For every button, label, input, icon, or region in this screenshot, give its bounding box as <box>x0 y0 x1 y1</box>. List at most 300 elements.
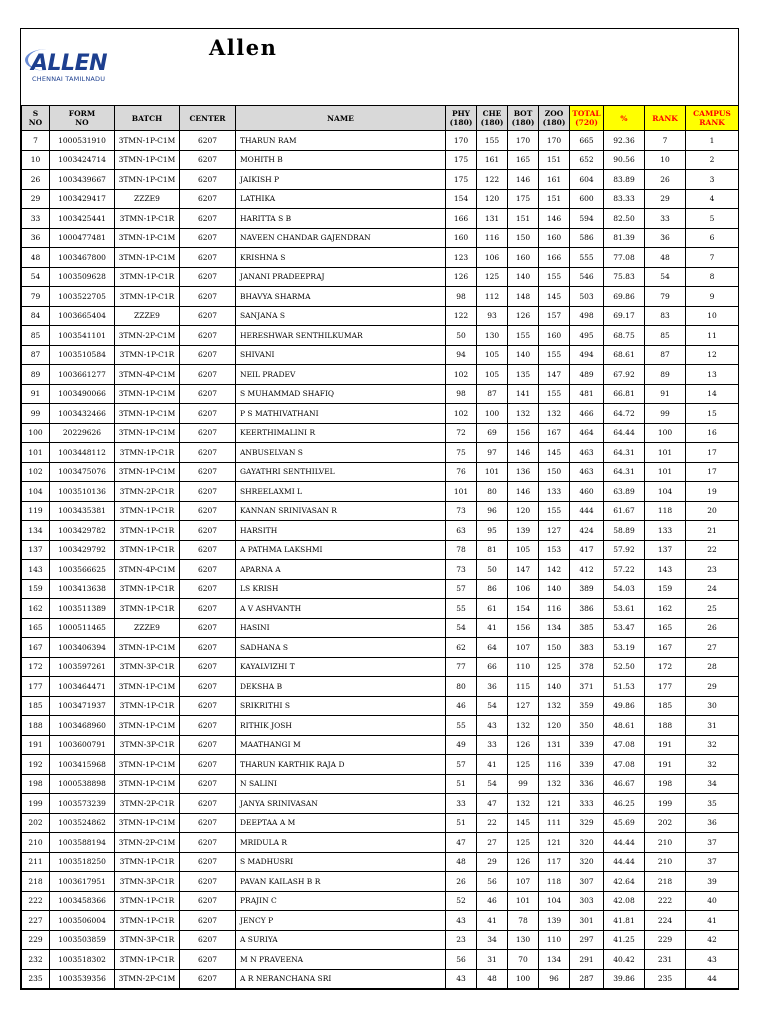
table-cell: 3TMN-1P-C1M <box>115 131 180 151</box>
table-cell: 3TMN-2P-C1M <box>115 326 180 346</box>
table-cell: 6207 <box>180 618 236 638</box>
name-cell: HASINI <box>236 618 446 638</box>
table-cell: 6207 <box>180 326 236 346</box>
table-cell: 6207 <box>180 443 236 463</box>
table-cell: 1000511465 <box>50 618 115 638</box>
table-cell: 141 <box>508 384 539 404</box>
table-cell: 1003573239 <box>50 794 115 814</box>
table-cell: 3TMN-1P-C1R <box>115 696 180 716</box>
table-cell: 3TMN-3P-C1R <box>115 657 180 677</box>
table-cell: 1003435381 <box>50 501 115 521</box>
table-cell: 170 <box>539 131 570 151</box>
table-cell: 229 <box>645 930 686 950</box>
table-row <box>22 326 739 346</box>
table-cell: 489 <box>570 365 604 385</box>
table-cell: 55 <box>446 599 477 619</box>
table-cell: 160 <box>508 248 539 268</box>
table-row <box>22 911 739 931</box>
table-cell: 1003510136 <box>50 482 115 502</box>
name-cell: A PATHMA LAKSHMI <box>236 540 446 560</box>
table-cell: 24 <box>686 579 739 599</box>
table-cell: 41 <box>686 911 739 931</box>
table-cell: 166 <box>446 209 477 229</box>
table-cell: 359 <box>570 696 604 716</box>
table-cell: 145 <box>508 813 539 833</box>
table-row <box>22 852 739 872</box>
table-cell: 137 <box>22 540 50 560</box>
name-cell: SADHANA S <box>236 638 446 658</box>
table-cell: 1003597261 <box>50 657 115 677</box>
table-cell: 371 <box>570 677 604 697</box>
table-cell: 594 <box>570 209 604 229</box>
table-row <box>22 813 739 833</box>
column-header: CAMPUS RANK <box>686 106 739 131</box>
table-cell: 57 <box>446 755 477 775</box>
table-cell: 77.08 <box>604 248 645 268</box>
table-cell: ZZZE9 <box>115 306 180 326</box>
table-cell: 99 <box>508 774 539 794</box>
name-cell: MAATHANGI M <box>236 735 446 755</box>
table-cell: 80 <box>477 482 508 502</box>
name-cell: JANANI PRADEEPRAJ <box>236 267 446 287</box>
table-cell: 291 <box>570 950 604 970</box>
name-cell: S MADHUSRI <box>236 852 446 872</box>
name-cell: SANJANA S <box>236 306 446 326</box>
name-cell: BHAVYA SHARMA <box>236 287 446 307</box>
table-row <box>22 579 739 599</box>
name-cell: JANYA SRINIVASAN <box>236 794 446 814</box>
table-cell: 118 <box>539 872 570 892</box>
table-cell: 127 <box>539 521 570 541</box>
table-cell: 3TMN-1P-C1R <box>115 501 180 521</box>
table-cell: ZZZE9 <box>115 618 180 638</box>
table-cell: 1 <box>686 131 739 151</box>
result-sheet <box>20 28 739 990</box>
table-cell: 54 <box>446 618 477 638</box>
table-cell: 1003448112 <box>50 443 115 463</box>
table-cell: 6207 <box>180 521 236 541</box>
table-cell: 222 <box>22 891 50 911</box>
name-cell: SRIKRITHI S <box>236 696 446 716</box>
table-cell: 73 <box>446 560 477 580</box>
table-cell: 303 <box>570 891 604 911</box>
column-header: ZOO (180) <box>539 106 570 131</box>
name-cell: N SALINI <box>236 774 446 794</box>
table-cell: 80 <box>446 677 477 697</box>
table-cell: 170 <box>446 131 477 151</box>
table-cell: 84 <box>22 306 50 326</box>
table-cell: 131 <box>477 209 508 229</box>
table-cell: 6207 <box>180 150 236 170</box>
table-cell: 15 <box>686 404 739 424</box>
table-cell: 1003471937 <box>50 696 115 716</box>
table-cell: 155 <box>539 345 570 365</box>
name-cell: HARSITH <box>236 521 446 541</box>
table-cell: 63.89 <box>604 482 645 502</box>
table-cell: 297 <box>570 930 604 950</box>
column-header: % <box>604 106 645 131</box>
table-cell: 127 <box>508 696 539 716</box>
table-cell: 1003503859 <box>50 930 115 950</box>
table-row <box>22 677 739 697</box>
name-cell: A V ASHVANTH <box>236 599 446 619</box>
table-cell: 136 <box>508 462 539 482</box>
table-cell: 81.39 <box>604 228 645 248</box>
table-cell: 116 <box>539 755 570 775</box>
page-title: Allen <box>209 35 278 60</box>
table-cell: 17 <box>686 462 739 482</box>
name-cell: APARNA A <box>236 560 446 580</box>
table-row <box>22 150 739 170</box>
table-cell: 78 <box>446 540 477 560</box>
table-cell: 70 <box>508 950 539 970</box>
table-cell: 105 <box>477 345 508 365</box>
table-row <box>22 657 739 677</box>
table-cell: 69.17 <box>604 306 645 326</box>
table-cell: 87 <box>477 384 508 404</box>
table-cell: 170 <box>508 131 539 151</box>
table-cell: 64.44 <box>604 423 645 443</box>
table-cell: 166 <box>539 248 570 268</box>
name-cell: MOHITH B <box>236 150 446 170</box>
table-cell: 54 <box>477 774 508 794</box>
table-cell: 104 <box>22 482 50 502</box>
name-cell: THARUN RAM <box>236 131 446 151</box>
table-cell: 85 <box>22 326 50 346</box>
table-cell: 154 <box>446 189 477 209</box>
table-cell: 329 <box>570 813 604 833</box>
table-cell: 153 <box>539 540 570 560</box>
name-cell: DEEPTAA A M <box>236 813 446 833</box>
table-row <box>22 969 739 989</box>
table-cell: 6207 <box>180 930 236 950</box>
table-cell: 3TMN-1P-C1R <box>115 579 180 599</box>
table-cell: 146 <box>508 170 539 190</box>
table-cell: 202 <box>22 813 50 833</box>
table-cell: 150 <box>508 228 539 248</box>
table-row <box>22 345 739 365</box>
table-cell: 6207 <box>180 911 236 931</box>
table-cell: 46 <box>477 891 508 911</box>
table-cell: 210 <box>645 852 686 872</box>
table-cell: 40.42 <box>604 950 645 970</box>
name-cell: KANNAN SRINIVASAN R <box>236 501 446 521</box>
table-cell: 75 <box>446 443 477 463</box>
table-cell: 3TMN-2P-C1R <box>115 794 180 814</box>
table-body <box>22 131 739 989</box>
table-cell: 1003429417 <box>50 189 115 209</box>
table-cell: 3TMN-2P-C1R <box>115 482 180 502</box>
table-cell: 6 <box>686 228 739 248</box>
table-cell: 160 <box>446 228 477 248</box>
table-cell: 13 <box>686 365 739 385</box>
table-cell: 36 <box>22 228 50 248</box>
table-cell: 39 <box>686 872 739 892</box>
table-cell: 46.67 <box>604 774 645 794</box>
table-cell: 6207 <box>180 599 236 619</box>
table-row <box>22 696 739 716</box>
table-cell: 118 <box>645 501 686 521</box>
table-cell: 101 <box>645 462 686 482</box>
table-cell: 3TMN-1P-C1R <box>115 911 180 931</box>
table-cell: 151 <box>508 209 539 229</box>
table-cell: 3TMN-1P-C1M <box>115 384 180 404</box>
table-cell: 91 <box>22 384 50 404</box>
table-cell: 1003424714 <box>50 150 115 170</box>
table-row <box>22 267 739 287</box>
table-cell: 6207 <box>180 560 236 580</box>
table-cell: 10 <box>686 306 739 326</box>
table-cell: 10 <box>22 150 50 170</box>
table-cell: 122 <box>477 170 508 190</box>
table-cell: 6207 <box>180 579 236 599</box>
name-cell: S MUHAMMAD SHAFIQ <box>236 384 446 404</box>
table-cell: 66.81 <box>604 384 645 404</box>
table-cell: 1003429792 <box>50 540 115 560</box>
table-cell: 211 <box>22 852 50 872</box>
table-cell: 134 <box>539 618 570 638</box>
table-cell: 132 <box>508 404 539 424</box>
table-cell: 161 <box>477 150 508 170</box>
table-cell: 1000538898 <box>50 774 115 794</box>
table-cell: 546 <box>570 267 604 287</box>
name-cell: LS KRISH <box>236 579 446 599</box>
table-cell: 3TMN-1P-C1R <box>115 443 180 463</box>
table-cell: 100 <box>477 404 508 424</box>
table-cell: 22 <box>686 540 739 560</box>
name-cell: ANBUSELVAN S <box>236 443 446 463</box>
table-cell: 98 <box>446 287 477 307</box>
table-cell: 64 <box>477 638 508 658</box>
table-cell: 36 <box>477 677 508 697</box>
table-cell: 1003415968 <box>50 755 115 775</box>
table-cell: 6207 <box>180 755 236 775</box>
table-cell: 301 <box>570 911 604 931</box>
table-cell: 350 <box>570 716 604 736</box>
table-cell: 6207 <box>180 696 236 716</box>
table-cell: 148 <box>508 287 539 307</box>
table-cell: 102 <box>22 462 50 482</box>
name-cell: NEIL PRADEV <box>236 365 446 385</box>
table-cell: 41.81 <box>604 911 645 931</box>
table-cell: 57 <box>446 579 477 599</box>
table-cell: 6207 <box>180 384 236 404</box>
table-cell: 78 <box>508 911 539 931</box>
table-cell: 121 <box>539 833 570 853</box>
table-cell: 1003511389 <box>50 599 115 619</box>
table-cell: 137 <box>645 540 686 560</box>
table-cell: 155 <box>508 326 539 346</box>
table-cell: 177 <box>22 677 50 697</box>
table-cell: 139 <box>539 911 570 931</box>
table-cell: 68.61 <box>604 345 645 365</box>
table-cell: 665 <box>570 131 604 151</box>
table-cell: 229 <box>22 930 50 950</box>
table-cell: 320 <box>570 852 604 872</box>
table-cell: 6207 <box>180 209 236 229</box>
table-cell: 6207 <box>180 462 236 482</box>
table-cell: 132 <box>539 404 570 424</box>
column-header: FORM NO <box>50 106 115 131</box>
table-cell: 320 <box>570 833 604 853</box>
table-cell: 48 <box>22 248 50 268</box>
table-cell: 95 <box>477 521 508 541</box>
table-cell: 27 <box>686 638 739 658</box>
table-cell: 83.89 <box>604 170 645 190</box>
table-cell: 49 <box>446 735 477 755</box>
table-cell: 29 <box>686 677 739 697</box>
table-cell: 175 <box>446 170 477 190</box>
table-cell: 115 <box>508 677 539 697</box>
table-cell: 117 <box>539 852 570 872</box>
table-cell: 1003439667 <box>50 170 115 190</box>
table-cell: 34 <box>686 774 739 794</box>
table-cell: 20 <box>686 501 739 521</box>
table-cell: 1003429782 <box>50 521 115 541</box>
table-cell: 3TMN-1P-C1R <box>115 540 180 560</box>
table-cell: 6207 <box>180 950 236 970</box>
table-cell: 54.03 <box>604 579 645 599</box>
table-cell: 112 <box>477 287 508 307</box>
table-cell: 25 <box>686 599 739 619</box>
table-cell: 175 <box>508 189 539 209</box>
name-cell: PRAJIN C <box>236 891 446 911</box>
table-cell: 54 <box>22 267 50 287</box>
table-cell: 6207 <box>180 287 236 307</box>
table-cell: 333 <box>570 794 604 814</box>
table-cell: 6207 <box>180 969 236 989</box>
table-cell: 3TMN-1P-C1R <box>115 345 180 365</box>
table-cell: 287 <box>570 969 604 989</box>
table-cell: 53.47 <box>604 618 645 638</box>
table-cell: 46.25 <box>604 794 645 814</box>
table-cell: 6207 <box>180 501 236 521</box>
table-cell: 67.92 <box>604 365 645 385</box>
table-row <box>22 209 739 229</box>
table-cell: 157 <box>539 306 570 326</box>
table-row <box>22 404 739 424</box>
table-cell: 6207 <box>180 638 236 658</box>
table-cell: 7 <box>645 131 686 151</box>
table-row <box>22 716 739 736</box>
table-cell: 105 <box>477 365 508 385</box>
table-cell: 120 <box>477 189 508 209</box>
name-cell: GAYATHRI SENTHILVEL <box>236 462 446 482</box>
table-row <box>22 891 739 911</box>
table-cell: 33 <box>446 794 477 814</box>
table-cell: 77 <box>446 657 477 677</box>
table-cell: 39.86 <box>604 969 645 989</box>
table-cell: 6207 <box>180 482 236 502</box>
table-cell: 652 <box>570 150 604 170</box>
name-cell: M N PRAVEENA <box>236 950 446 970</box>
table-cell: 6207 <box>180 228 236 248</box>
table-cell: 99 <box>22 404 50 424</box>
table-cell: 26 <box>645 170 686 190</box>
table-cell: 188 <box>22 716 50 736</box>
table-cell: 57.22 <box>604 560 645 580</box>
table-cell: 44 <box>686 969 739 989</box>
table-cell: 123 <box>446 248 477 268</box>
table-cell: 6207 <box>180 170 236 190</box>
table-cell: 7 <box>686 248 739 268</box>
table-cell: 47.08 <box>604 735 645 755</box>
table-cell: 165 <box>645 618 686 638</box>
table-row <box>22 735 739 755</box>
table-cell: 6207 <box>180 657 236 677</box>
table-cell: 339 <box>570 735 604 755</box>
table-cell: 16 <box>686 423 739 443</box>
table-cell: 45.69 <box>604 813 645 833</box>
table-cell: 146 <box>539 209 570 229</box>
table-cell: 1003522705 <box>50 287 115 307</box>
table-cell: 3TMN-1P-C1M <box>115 150 180 170</box>
table-cell: 53.19 <box>604 638 645 658</box>
table-cell: 107 <box>508 638 539 658</box>
table-cell: 385 <box>570 618 604 638</box>
table-cell: 3TMN-1P-C1M <box>115 677 180 697</box>
table-cell: 188 <box>645 716 686 736</box>
table-cell: 1003665404 <box>50 306 115 326</box>
table-cell: 1000531910 <box>50 131 115 151</box>
table-cell: 61.67 <box>604 501 645 521</box>
name-cell: KEERTHIMALINI R <box>236 423 446 443</box>
table-cell: 94 <box>446 345 477 365</box>
table-cell: 167 <box>22 638 50 658</box>
table-cell: 98 <box>446 384 477 404</box>
table-cell: 133 <box>539 482 570 502</box>
table-cell: 107 <box>508 872 539 892</box>
table-cell: 120 <box>508 501 539 521</box>
column-header: BOT (180) <box>508 106 539 131</box>
table-cell: 83.33 <box>604 189 645 209</box>
table-cell: 555 <box>570 248 604 268</box>
table-cell: 58.89 <box>604 521 645 541</box>
table-cell: 3TMN-1P-C1M <box>115 170 180 190</box>
table-cell: 48 <box>446 852 477 872</box>
name-cell: JENCY P <box>236 911 446 931</box>
table-cell: 29 <box>22 189 50 209</box>
table-cell: 1003617951 <box>50 872 115 892</box>
table-cell: 87 <box>22 345 50 365</box>
table-cell: 48 <box>477 969 508 989</box>
table-cell: 150 <box>539 638 570 658</box>
name-cell: KAYALVIZHI T <box>236 657 446 677</box>
table-cell: 126 <box>446 267 477 287</box>
table-cell: 11 <box>686 326 739 346</box>
table-cell: 498 <box>570 306 604 326</box>
table-cell: 140 <box>539 677 570 697</box>
table-cell: 125 <box>508 833 539 853</box>
table-cell: 1003432466 <box>50 404 115 424</box>
table-cell: 175 <box>446 150 477 170</box>
table-row <box>22 618 739 638</box>
table-cell: 132 <box>539 696 570 716</box>
table-cell: 42.08 <box>604 891 645 911</box>
table-cell: 125 <box>539 657 570 677</box>
table-cell: 140 <box>539 579 570 599</box>
table-cell: 43 <box>477 716 508 736</box>
table-cell: 55 <box>446 716 477 736</box>
table-cell: 6207 <box>180 131 236 151</box>
name-cell: SHIVANI <box>236 345 446 365</box>
table-cell: 156 <box>508 618 539 638</box>
table-cell: 51 <box>446 813 477 833</box>
table-cell: 147 <box>508 560 539 580</box>
table-cell: 3TMN-1P-C1R <box>115 852 180 872</box>
table-row <box>22 306 739 326</box>
table-cell: 6207 <box>180 813 236 833</box>
